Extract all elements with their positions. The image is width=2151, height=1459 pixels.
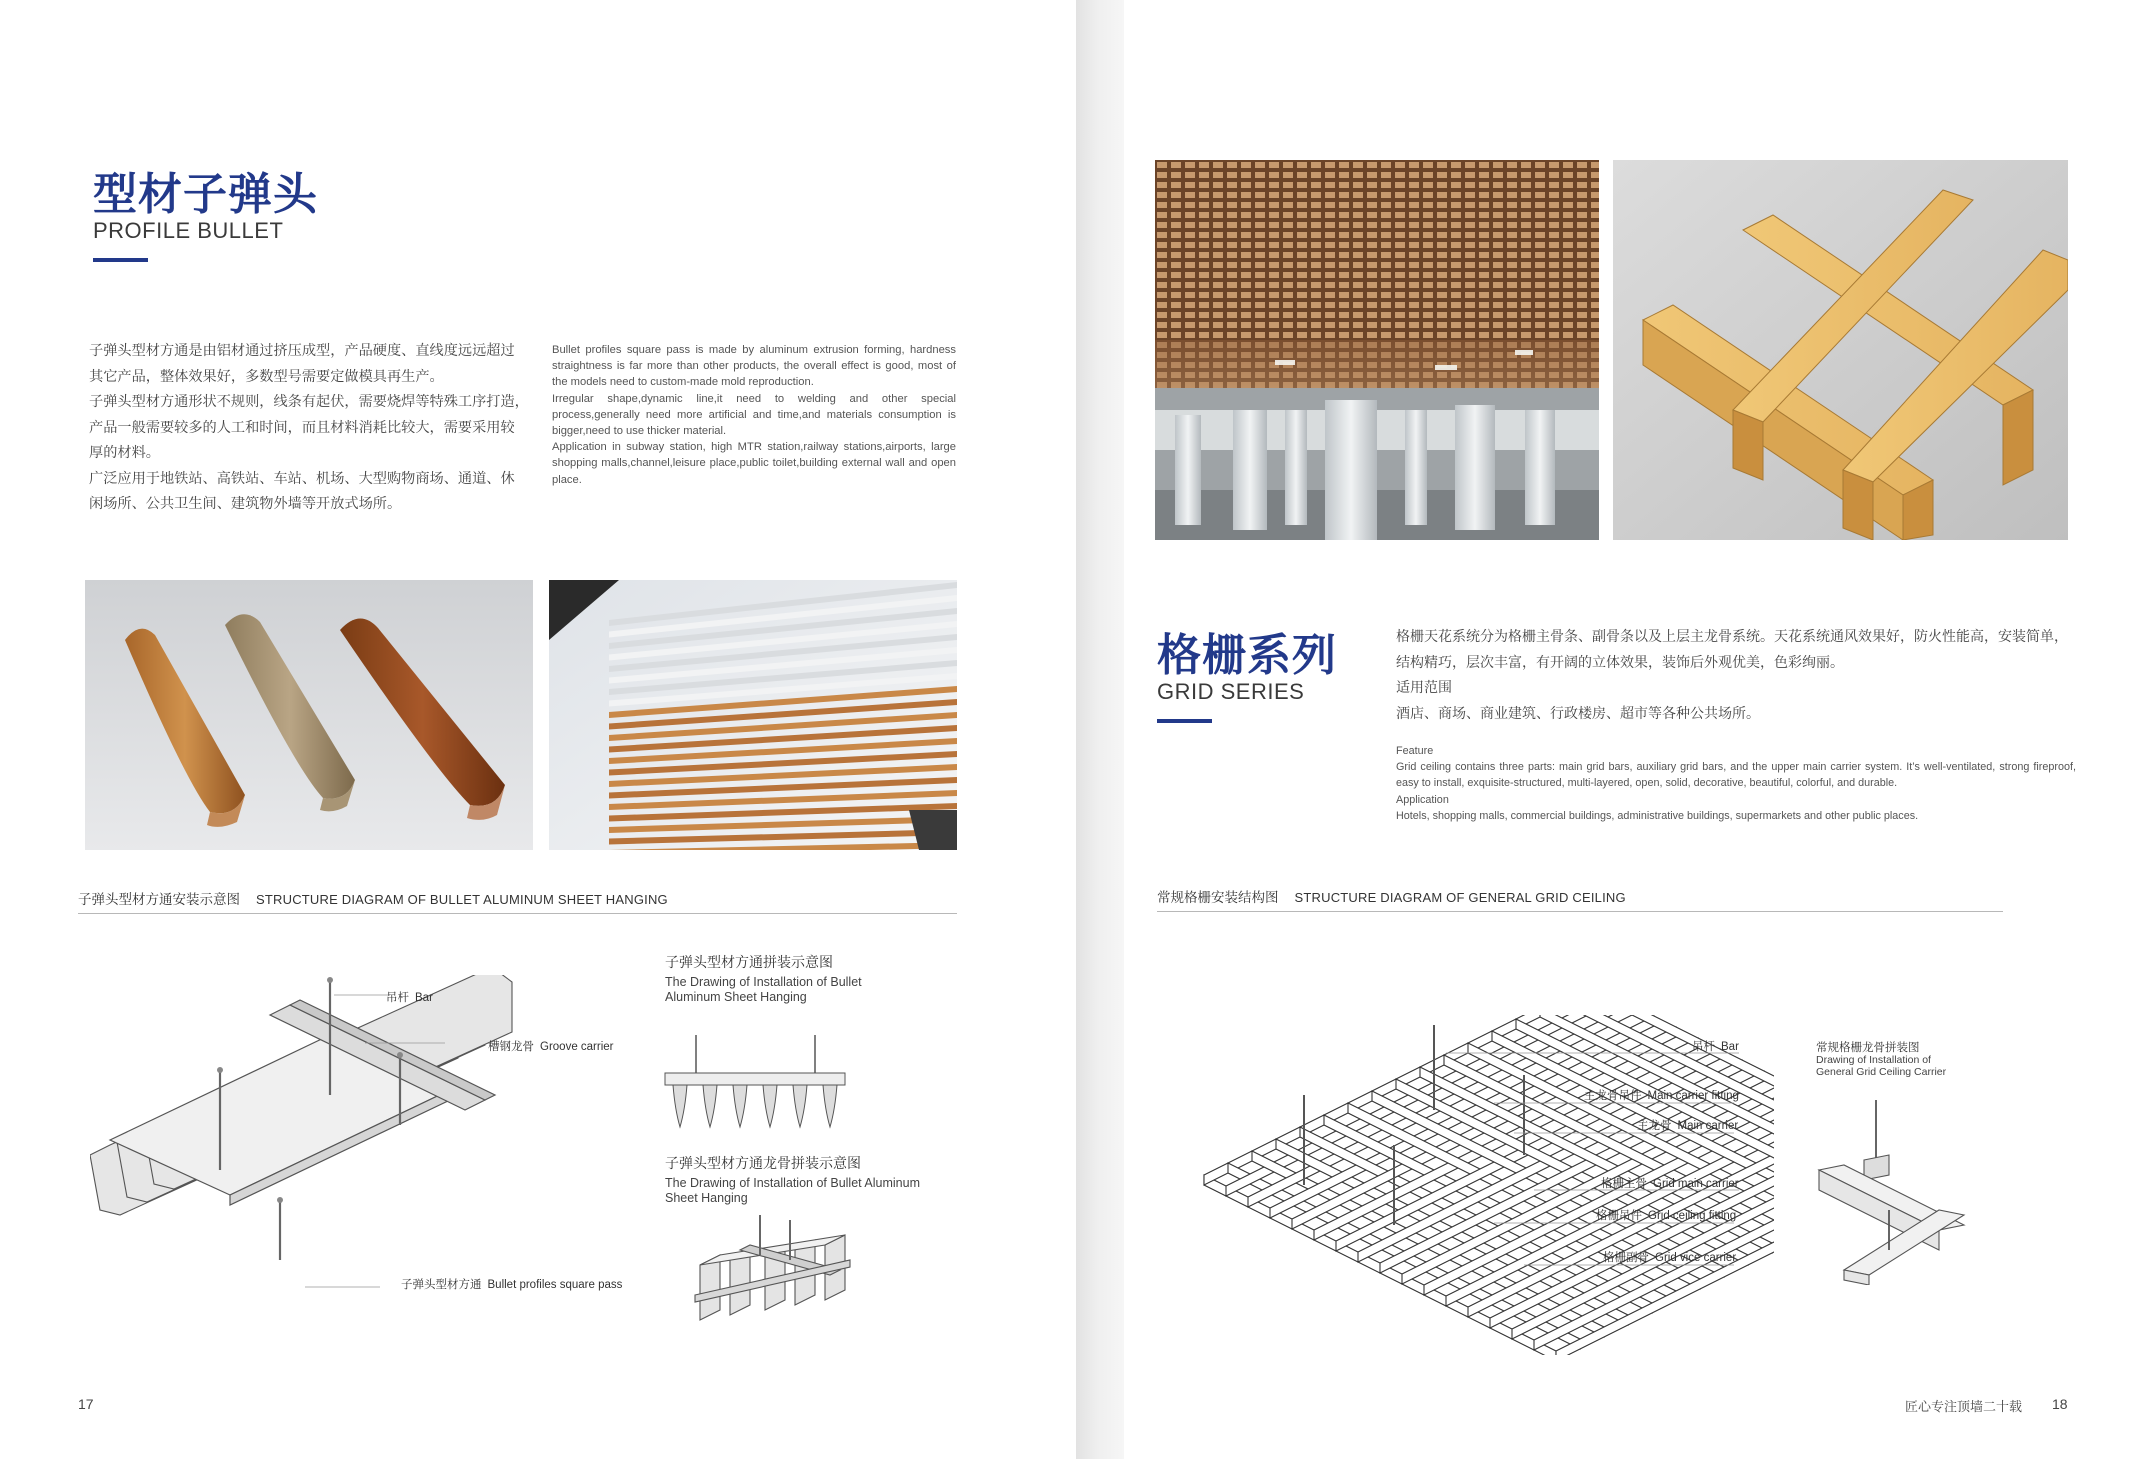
groove-carrier-callout <box>488 1038 614 1054</box>
main-carrier-fitting-callout-cn: 主龙骨吊件 <box>1584 1088 1642 1102</box>
intro-cn-line: 广泛应用于地铁站、高铁站、车站、机场、大型购物商场、通道、休 <box>89 470 515 487</box>
book-gutter <box>1076 0 1124 1459</box>
grid-bar-callout-en: Bar <box>1721 1041 1739 1053</box>
groove-carrier-callout-en: Groove carrier <box>540 1041 614 1053</box>
grid-ceiling-photo <box>1155 160 1599 540</box>
profile-bullet-title-en: PROFILE BULLET <box>93 218 284 243</box>
grid-intro-cn-line: 酒店、商场、商业建筑、行政楼房、超市等各种公共场所。 <box>1396 705 1760 722</box>
grid-vice-carrier-callout-cn: 格栅副骨 <box>1603 1250 1649 1264</box>
grid-structure-heading <box>1157 886 1626 906</box>
title-accent-bar <box>93 258 148 262</box>
grid-main-carrier-callout-cn: 格栅主骨 <box>1601 1176 1647 1190</box>
feature-label: Feature <box>1396 745 1434 757</box>
main-carrier-callout <box>1637 1117 1738 1133</box>
grid-main-carrier-callout <box>1601 1175 1739 1191</box>
bullet-profile-callout-en: Bullet profiles square pass <box>487 1279 623 1291</box>
grid-vice-carrier-callout-en: Grid vice carrier <box>1655 1252 1737 1264</box>
main-carrier-callout-en: Main carrier <box>1677 1120 1739 1132</box>
bar-callout-cn: 吊杆 <box>386 990 409 1004</box>
grid-structure-heading-cn: 常规格栅安装结构图 <box>1157 890 1279 906</box>
profile-bullet-intro-en <box>552 342 956 488</box>
grid-series-title-en: GRID SERIES <box>1157 679 1305 704</box>
bullet-profiles-photo <box>85 580 533 850</box>
grid-intro-cn-line: 格栅天花系统分为格栅主骨条、副骨条以及上层主龙骨系统。天花系统通风效果好，防火性能高，安装简单， <box>1396 629 2068 645</box>
intro-cn-line: 厚的材料。 <box>89 445 160 461</box>
grid-main-carrier-callout-en: Grid main carrier <box>1653 1178 1739 1190</box>
grid-section-divider <box>1157 911 2003 912</box>
grid-closeup-photo <box>1613 160 2068 540</box>
bullet-profile-callout-cn: 子弹头型材方通 <box>401 1277 482 1291</box>
grid-series-intro-en <box>1396 743 2076 824</box>
grid-ceiling-fitting-callout-cn: 格栅吊件 <box>1596 1208 1642 1222</box>
bullet-assembly-diagram <box>660 1035 860 1150</box>
intro-en-paragraph: Application in subway station, high MTR station,railway stations,airports, large shopping malls,channel,leisure place,public toilet,building external wall and open place. <box>552 441 956 486</box>
bullet-structure-heading-en: STRUCTURE DIAGRAM OF BULLET ALUMINUM SHEET HANGING <box>256 892 668 907</box>
bullet-ceiling-photo <box>549 580 957 850</box>
intro-cn-line: 子弹头型材方通形状不规则，线条有起伏，需要烧焊等特殊工序打造， <box>89 394 529 410</box>
grid-intro-cn-line: 适用范围 <box>1396 680 1452 696</box>
bar-callout-en: Bar <box>415 992 433 1004</box>
grid-sub-diagram-title-cn: 常规格栅龙骨拼装图 <box>1816 1040 1920 1054</box>
sub-diagram-2-title-en: The Drawing of Installation of Bullet Aluminum Sheet Hanging <box>665 1176 920 1205</box>
bullet-keel-diagram <box>690 1215 860 1355</box>
application-label: Application <box>1396 793 1449 806</box>
grid-bar-callout-cn: 吊杆 <box>1692 1039 1715 1053</box>
main-carrier-fitting-callout-en: Main carrier fitting <box>1647 1090 1739 1102</box>
grid-series-title-cn: 格栅系列 <box>1157 630 1337 681</box>
main-carrier-fitting-callout <box>1584 1087 1739 1103</box>
intro-cn-line: 闲场所、公共卫生间、建筑物外墙等开放式场所。 <box>89 496 402 512</box>
intro-cn-line: 其它产品，整体效果好，多数型号需要定做模具再生产。 <box>89 368 444 385</box>
grid-ceiling-fitting-callout-en: Grid ceiling fitting <box>1648 1210 1737 1222</box>
groove-carrier-callout-cn: 槽钢龙骨 <box>488 1039 534 1053</box>
intro-cn-line: 产品一般需要较多的人工和时间，而且材料消耗比较大，需要采用较 <box>89 419 515 436</box>
bar-callout <box>386 989 433 1005</box>
grid-sub-diagram-title-en: Drawing of Installation of General Grid Ceiling Carrier <box>1816 1054 1947 1078</box>
profile-bullet-intro-cn <box>89 339 535 518</box>
intro-en-paragraph: Irregular shape,dynamic line,it need to welding and other special process,generally need more artificial and time,and materials consumption is bigger,need to use thicker material. <box>552 392 956 438</box>
grid-carrier-assembly-diagram <box>1814 1100 1974 1285</box>
grid-ceiling-fitting-callout <box>1596 1207 1736 1223</box>
sub-diagram-2-title-cn: 子弹头型材方通龙骨拼装示意图 <box>665 1156 861 1172</box>
sub-diagram-1-title-en: The Drawing of Installation of Bullet Aluminum Sheet Hanging <box>665 975 862 1004</box>
profile-bullet-title-cn: 型材子弹头 <box>93 169 318 220</box>
right-page <box>1124 0 2151 1459</box>
page-number-right: 18 <box>2052 1396 2068 1412</box>
bullet-structure-heading-cn: 子弹头型材方通安装示意图 <box>78 892 240 908</box>
footer-slogan: 匠心专注顶墙二十载 <box>1905 1400 2023 1415</box>
intro-en-paragraph: Bullet profiles square pass is made by aluminum extrusion forming, hardness straightness is far more than other products, the overall effect is good, most of the models need to custom-made mold reproduction. <box>552 344 956 389</box>
grid-bar-callout <box>1692 1038 1739 1054</box>
grid-series-intro-cn <box>1396 625 2086 727</box>
intro-cn-line: 子弹头型材方通是由铝材通过挤压成型，产品硬度、直线度远远超过 <box>89 343 515 359</box>
bullet-structure-heading <box>78 888 668 908</box>
bullet-profile-callout <box>401 1276 622 1292</box>
section-divider <box>78 913 957 914</box>
grid-title-accent-bar <box>1157 719 1212 723</box>
grid-intro-cn-line: 结构精巧，层次丰富，有开阔的立体效果，装饰后外观优美，色彩绚丽。 <box>1396 654 1844 671</box>
grid-vice-carrier-callout <box>1603 1249 1736 1265</box>
page-number-left: 17 <box>78 1396 94 1412</box>
application-text: Hotels, shopping malls, commercial buildings, administrative buildings, supermarkets and other public places. <box>1396 809 1919 822</box>
main-carrier-callout-cn: 主龙骨 <box>1637 1118 1672 1132</box>
grid-structure-heading-en: STRUCTURE DIAGRAM OF GENERAL GRID CEILING <box>1294 890 1626 905</box>
feature-text: Grid ceiling contains three parts: main grid bars, auxiliary grid bars, and the upper main carrier system. It’s well-ventilated, strong fireproof, easy to install, exquisite-structured, multi-layered, open, solid, decorative, beautiful, colorful, and durable. <box>1396 761 2076 790</box>
sub-diagram-1-title-cn: 子弹头型材方通拼装示意图 <box>665 955 833 971</box>
